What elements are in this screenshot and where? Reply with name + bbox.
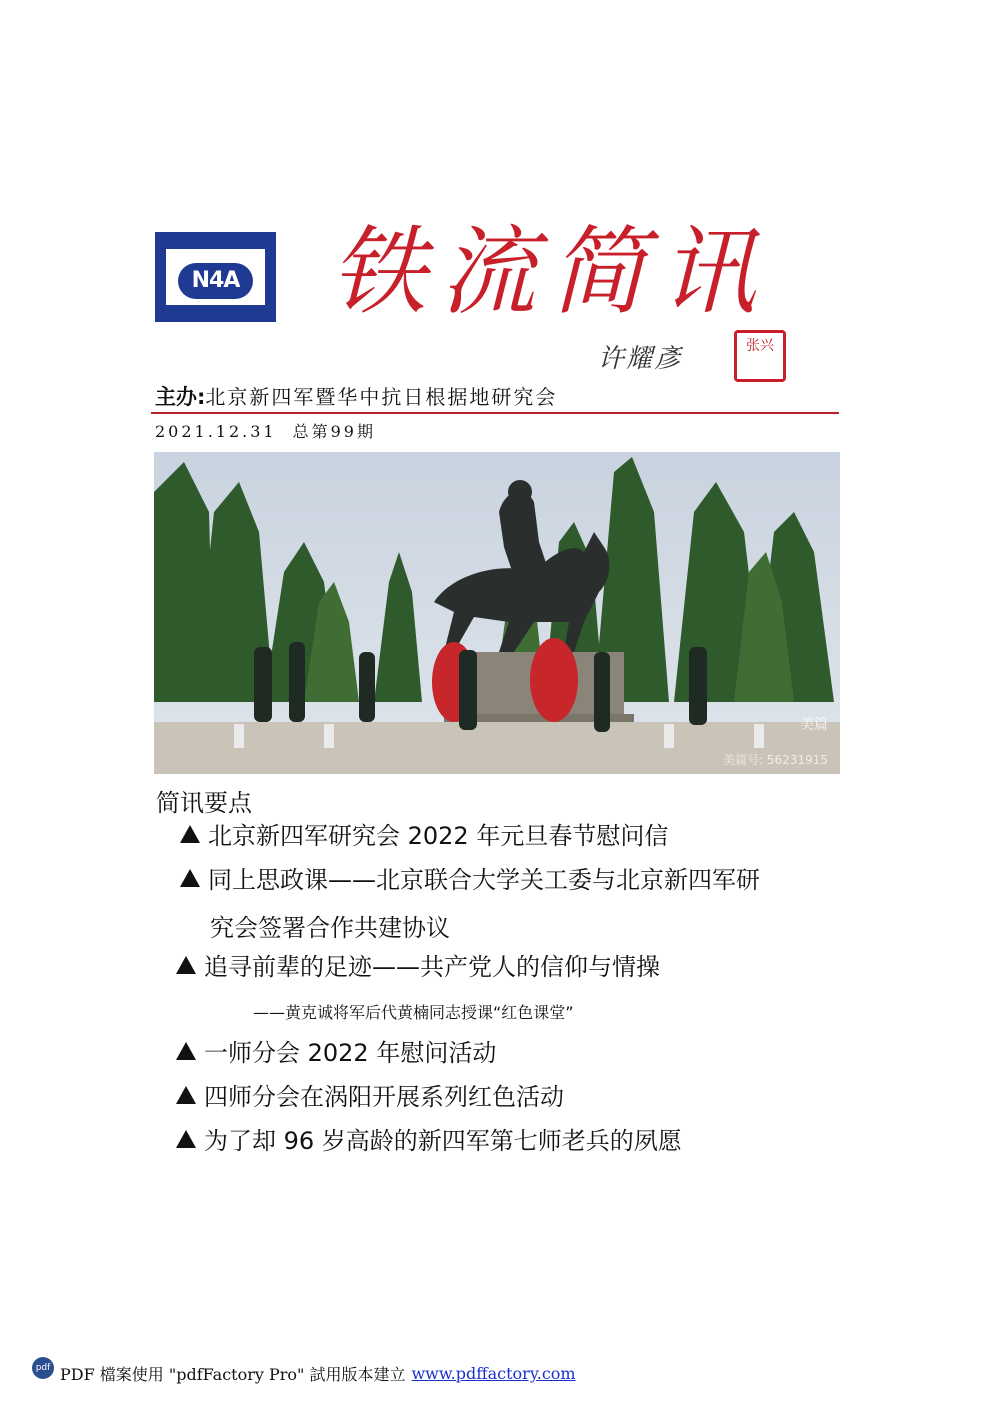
highlight-item — [176, 1037, 496, 1069]
triangle-bullet-icon — [180, 825, 200, 843]
photo-watermark-id: 美篇号: 56231915 — [723, 753, 828, 767]
logo-top-bar — [166, 243, 265, 249]
highlight-item — [176, 1125, 682, 1157]
photo-watermark-app: 美篇 — [800, 717, 828, 733]
calligraphy-signature: 许耀彥 — [598, 344, 683, 374]
highlight-item — [180, 820, 668, 852]
red-seal-stamp: 张兴 — [734, 330, 786, 382]
highlight-item-continued: 究会签署合作共建协议 — [210, 914, 450, 942]
issue-line — [155, 419, 376, 442]
pdf-icon: pdf — [32, 1357, 54, 1379]
issue-number: 总第99期 — [292, 422, 376, 441]
logo-bottom-bar — [166, 305, 265, 311]
highlight-text: 四师分会在涡阳开展系列红色活动 — [204, 1083, 564, 1111]
footer-text: PDF 檔案使用 "pdfFactory Pro" 試用版本建立 — [60, 1365, 406, 1384]
statue-photo-illustration — [154, 452, 840, 774]
highlights-title: 简讯要点 — [156, 789, 252, 817]
logo-text: N4A — [178, 263, 253, 299]
masthead-title: 铁流简讯 — [330, 216, 770, 328]
footer-link[interactable]: www.pdffactory.com — [411, 1364, 576, 1383]
highlight-text: 为了却 96 岁高龄的新四军第七师老兵的夙愿 — [204, 1127, 682, 1155]
triangle-bullet-icon — [176, 1130, 196, 1148]
pdf-footer — [32, 1362, 576, 1385]
highlight-item — [176, 951, 660, 983]
n4a-logo — [155, 232, 276, 322]
triangle-bullet-icon — [180, 869, 200, 887]
triangle-bullet-icon — [176, 1042, 196, 1060]
triangle-bullet-icon — [176, 1086, 196, 1104]
sponsor-label: 主办: — [155, 385, 206, 409]
highlight-subline: ——黄克诚将军后代黄楠同志授课“红色课堂” — [253, 1003, 574, 1022]
highlight-item — [180, 864, 760, 896]
highlight-text: 追寻前辈的足迹——共产党人的信仰与情操 — [204, 953, 660, 981]
triangle-bullet-icon — [176, 956, 196, 974]
sponsor-org: 北京新四军暨华中抗日根据地研究会 — [205, 385, 558, 409]
highlight-text: 一师分会 2022 年慰问活动 — [204, 1039, 497, 1067]
issue-date: 2021.12.31 — [155, 422, 277, 441]
highlight-text: 北京新四军研究会 2022 年元旦春节慰问信 — [208, 822, 669, 850]
highlight-text: 同上思政课——北京联合大学关工委与北京新四军研 — [208, 866, 760, 894]
highlight-item — [176, 1081, 564, 1113]
header-rule — [151, 412, 839, 414]
sponsor-line — [155, 381, 557, 411]
cover-photo — [154, 452, 840, 774]
